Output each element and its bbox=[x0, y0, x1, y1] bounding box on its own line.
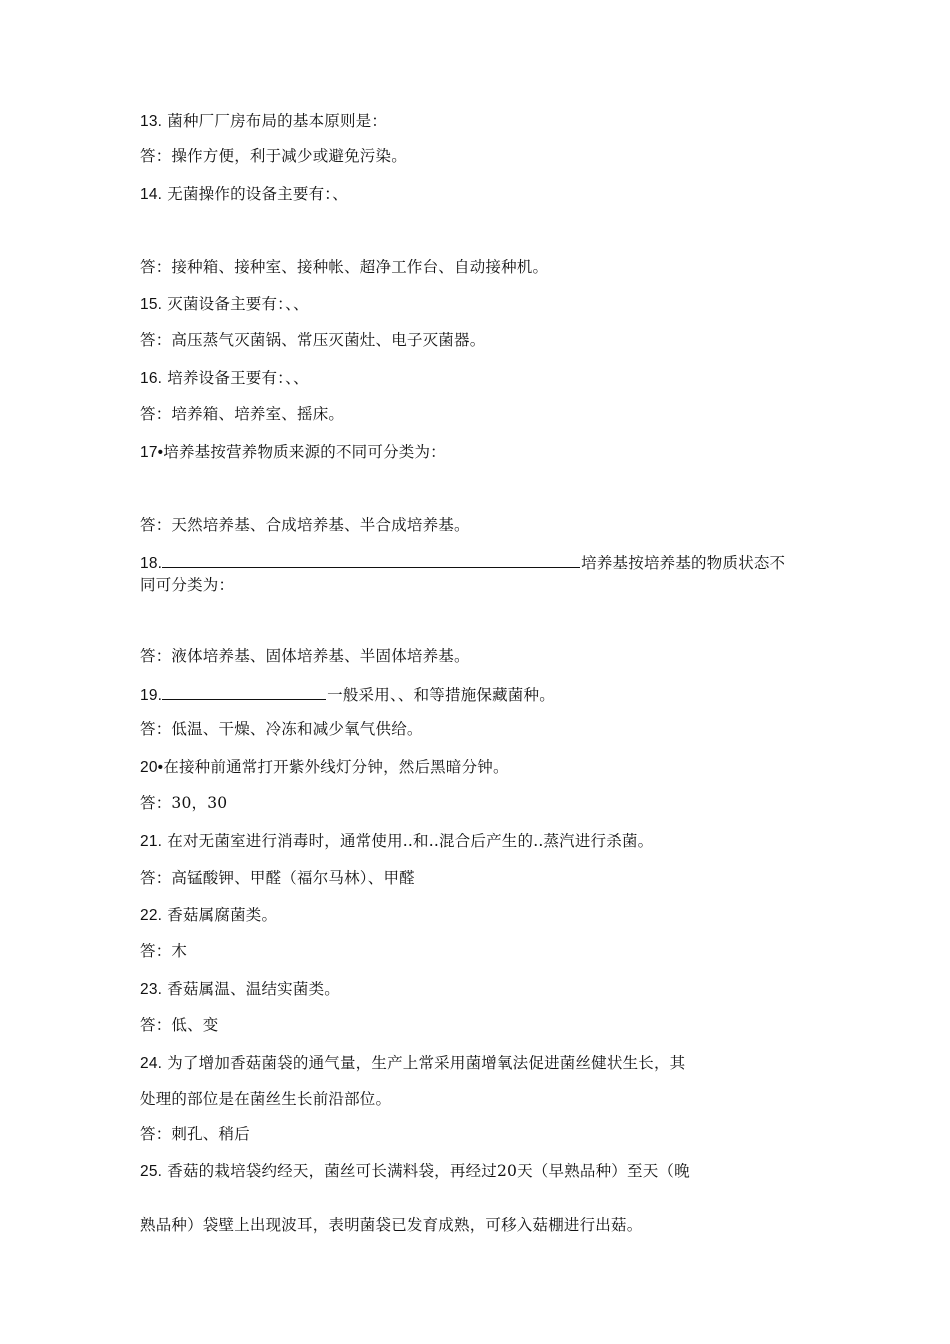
answer-19: 答：低温、干燥、冷冻和减少氧气供给。 bbox=[140, 720, 423, 738]
question-24-continued: 处理的部位是在菌丝生长前沿部位。 bbox=[140, 1090, 392, 1108]
answer-blank bbox=[162, 683, 326, 700]
answer-16: 答：培养箱、培养室、摇床。 bbox=[140, 405, 345, 423]
answer-15: 答：高压蒸气灭菌锅、常压灭菌灶、电子灭菌器。 bbox=[140, 331, 486, 349]
answer-23: 答：低、变 bbox=[140, 1016, 219, 1034]
answer-24: 答：刺孔、稍后 bbox=[140, 1125, 250, 1143]
question-16: 16. 培养设备王要有：、、 bbox=[140, 369, 309, 387]
question-18-continued: 同可分类为： bbox=[140, 576, 235, 594]
answer-18: 答：液体培养基、固体培养基、半固体培养基。 bbox=[140, 647, 470, 665]
answer-13: 答：操作方便，利于减少或避免污染。 bbox=[140, 147, 407, 165]
question-23: 23. 香菇属温、温结实菌类。 bbox=[140, 980, 340, 998]
question-24: 24. 为了增加香菇菌袋的通气量，生产上常采用菌增氧法促进菌丝健状生长，其 bbox=[140, 1054, 686, 1072]
answer-21: 答：高锰酸钾、甲醛（福尔马林）、甲醛 bbox=[140, 869, 415, 887]
answer-17: 答：天然培养基、合成培养基、半合成培养基。 bbox=[140, 516, 470, 534]
question-21: 21. 在对无菌室进行消毒时，通常使用..和..混合后产生的..蒸汽进行杀菌。 bbox=[140, 832, 654, 850]
answer-22: 答：木 bbox=[140, 942, 188, 960]
question-20: 20•在接种前通常打开紫外线灯分钟，然后黑暗分钟。 bbox=[140, 758, 509, 776]
answer-20: 答：30，30 bbox=[140, 794, 228, 812]
question-25-continued: 熟品种）袋壁上出现波耳，表明菌袋已发育成熟，可移入菇棚进行出菇。 bbox=[140, 1216, 643, 1234]
question-25: 25. 香菇的栽培袋约经天，菌丝可长满料袋，再经过20天（早熟品种）至天（晚 bbox=[140, 1162, 690, 1180]
question-15: 15. 灭菌设备主要有：、、 bbox=[140, 295, 309, 313]
question-22: 22. 香菇属腐菌类。 bbox=[140, 906, 278, 924]
answer-blank bbox=[162, 551, 580, 568]
question-19: 19. 一般采用、、和等措施保藏菌种。 bbox=[140, 683, 555, 707]
question-14: 14. 无菌操作的设备主要有：、 bbox=[140, 185, 348, 203]
question-18: 18. 培养基按培养基的物质状态不 bbox=[140, 551, 785, 575]
answer-14: 答：接种箱、接种室、接种帐、超净工作台、自动接种机。 bbox=[140, 258, 549, 276]
question-17: 17•培养基按营养物质来源的不同可分类为： bbox=[140, 443, 446, 461]
question-13: 13. 菌种厂厂房布局的基本原则是： bbox=[140, 112, 388, 130]
